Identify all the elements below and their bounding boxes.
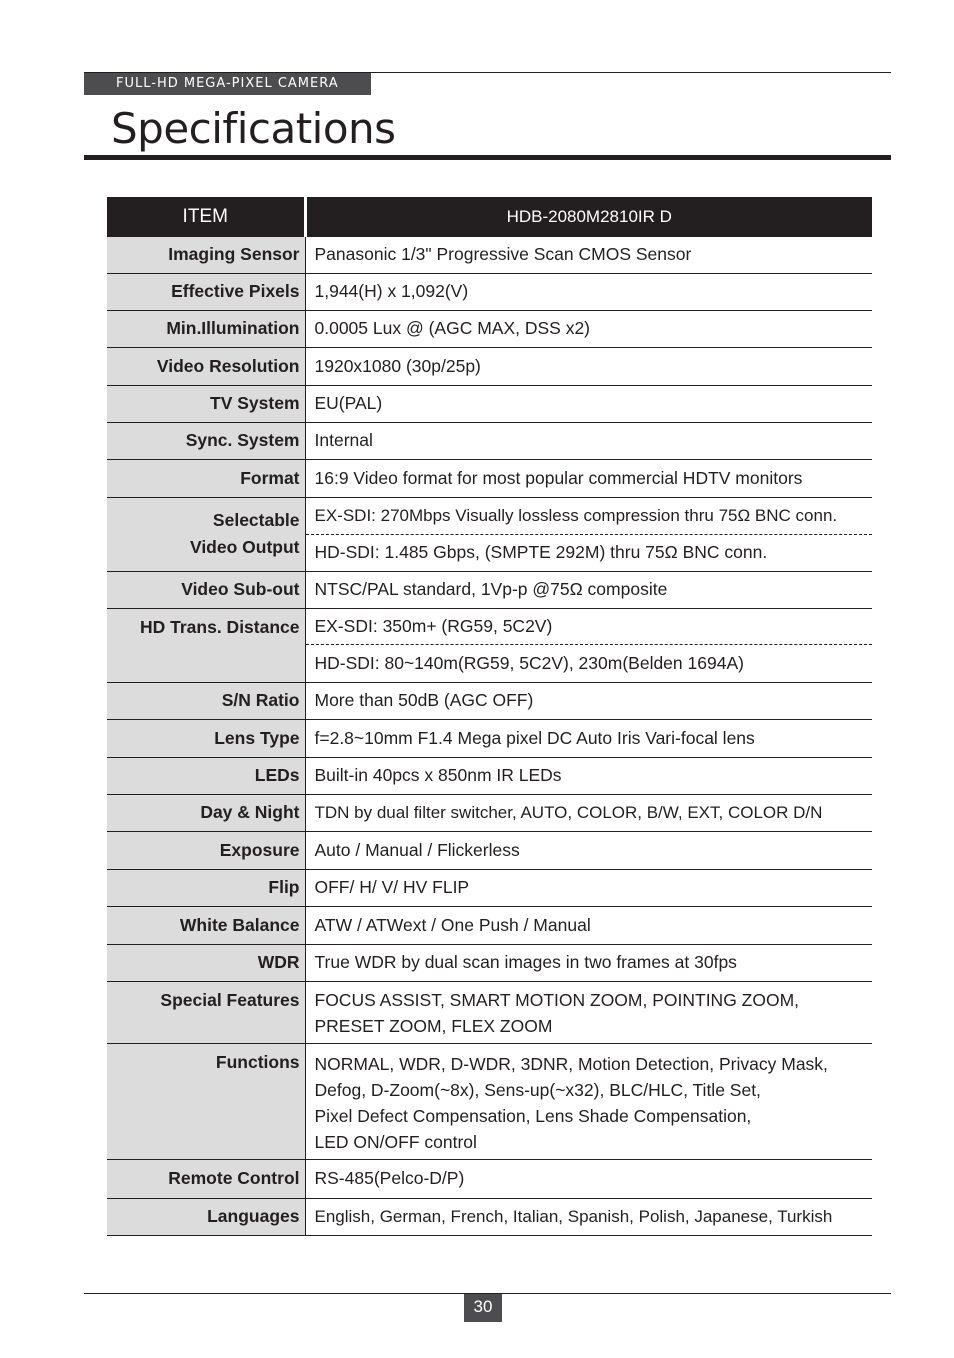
table-row: [107, 944, 872, 981]
table-row: [107, 757, 872, 794]
table-row: [107, 237, 872, 273]
table-row: [107, 422, 872, 459]
row-label: TV System: [107, 385, 305, 422]
row-label: Lens Type: [107, 719, 305, 757]
table-row: [107, 794, 872, 831]
table-row: [107, 608, 872, 644]
column-header-item: ITEM: [107, 197, 305, 237]
row-label: Sync. System: [107, 422, 305, 459]
row-value: 0.0005 Lux @ (AGC MAX, DSS x2): [305, 310, 872, 347]
table-row: [107, 385, 872, 422]
row-value: NTSC/PAL standard, 1Vp-p @75Ω composite: [305, 571, 872, 608]
row-value: TDN by dual filter switcher, AUTO, COLOR, B/W, EXT, COLOR D/N: [305, 794, 872, 831]
row-label: WDR: [107, 944, 305, 981]
table-row: [107, 347, 872, 385]
row-value: ATW / ATWext / One Push / Manual: [305, 906, 872, 944]
row-value: 1920x1080 (30p/25p): [305, 347, 872, 385]
row-label: Special Features: [107, 981, 305, 1043]
row-label: Video Sub-out: [107, 571, 305, 608]
table-row: [107, 1159, 872, 1198]
row-value: EX-SDI: 350m+ (RG59, 5C2V): [305, 608, 872, 644]
row-value: f=2.8~10mm F1.4 Mega pixel DC Auto Iris Vari-focal lens: [305, 719, 872, 757]
row-label-line: Selectable: [212, 510, 300, 530]
row-label: [107, 497, 305, 571]
row-value: 1,944(H) x 1,092(V): [305, 273, 872, 310]
row-value: [305, 1043, 872, 1159]
page-title: Specifications: [111, 104, 396, 153]
value-line: Defog, D-Zoom(~8x), Sens-up(~x32), BLC/HLC, Title Set,: [314, 1079, 761, 1100]
table-row: [107, 459, 872, 497]
row-value: English, German, French, Italian, Spanish, Polish, Japanese, Turkish: [305, 1198, 872, 1235]
table-row: [107, 310, 872, 347]
table-row: [107, 1043, 872, 1159]
value-line: LED ON/OFF control: [314, 1131, 477, 1152]
row-label: S/N Ratio: [107, 682, 305, 719]
table-row: [107, 571, 872, 608]
row-value: RS-485(Pelco-D/P): [305, 1159, 872, 1198]
row-value: Internal: [305, 422, 872, 459]
row-value: EU(PAL): [305, 385, 872, 422]
row-label: Languages: [107, 1198, 305, 1235]
row-value: EX-SDI: 270Mbps Visually lossless compression thru 75Ω BNC conn.: [305, 497, 872, 534]
row-label: Video Resolution: [107, 347, 305, 385]
row-value: HD-SDI: 80~140m(RG59, 5C2V), 230m(Belden 1694A): [305, 644, 872, 682]
row-label: Flip: [107, 869, 305, 906]
table-row: [107, 906, 872, 944]
row-value: HD-SDI: 1.485 Gbps, (SMPTE 292M) thru 75Ω BNC conn.: [305, 534, 872, 571]
row-value: 16:9 Video format for most popular commercial HDTV monitors: [305, 459, 872, 497]
row-label: Format: [107, 459, 305, 497]
row-label: White Balance: [107, 906, 305, 944]
table-row: [107, 1198, 872, 1235]
table-row: [107, 497, 872, 534]
row-value: OFF/ H/ V/ HV FLIP: [305, 869, 872, 906]
row-label: Exposure: [107, 831, 305, 869]
table-row: [107, 869, 872, 906]
title-rule: [84, 155, 891, 160]
column-header-model: HDB-2080M2810IR D: [305, 197, 872, 237]
row-label: Effective Pixels: [107, 273, 305, 310]
table-row: [107, 273, 872, 310]
row-label: Remote Control: [107, 1159, 305, 1198]
row-value: [305, 981, 872, 1043]
value-line: PRESET ZOOM, FLEX ZOOM: [314, 1015, 553, 1036]
row-label: Day & Night: [107, 794, 305, 831]
value-line: NORMAL, WDR, D-WDR, 3DNR, Motion Detection, Privacy Mask,: [314, 1053, 828, 1074]
table-row: [107, 831, 872, 869]
section-tab: FULL-HD MEGA-PIXEL CAMERA: [84, 73, 371, 95]
value-line: Pixel Defect Compensation, Lens Shade Compensation,: [314, 1105, 752, 1126]
table-row: [107, 981, 872, 1043]
row-label: HD Trans. Distance: [107, 608, 305, 682]
value-line: FOCUS ASSIST, SMART MOTION ZOOM, POINTING ZOOM,: [314, 989, 800, 1010]
row-value: Auto / Manual / Flickerless: [305, 831, 872, 869]
row-label: Min.Illumination: [107, 310, 305, 347]
table-row: [107, 682, 872, 719]
page-number: 30: [464, 1294, 502, 1322]
table-row: [107, 719, 872, 757]
specifications-table: [107, 197, 872, 1236]
row-value: Panasonic 1/3" Progressive Scan CMOS Sensor: [305, 237, 872, 273]
row-label: Imaging Sensor: [107, 237, 305, 273]
row-label: LEDs: [107, 757, 305, 794]
table-header-row: [107, 197, 872, 237]
row-value: Built-in 40pcs x 850nm IR LEDs: [305, 757, 872, 794]
row-value: More than 50dB (AGC OFF): [305, 682, 872, 719]
row-value: True WDR by dual scan images in two frames at 30fps: [305, 944, 872, 981]
row-label: Functions: [107, 1043, 305, 1159]
row-label-line: Video Output: [189, 537, 300, 557]
